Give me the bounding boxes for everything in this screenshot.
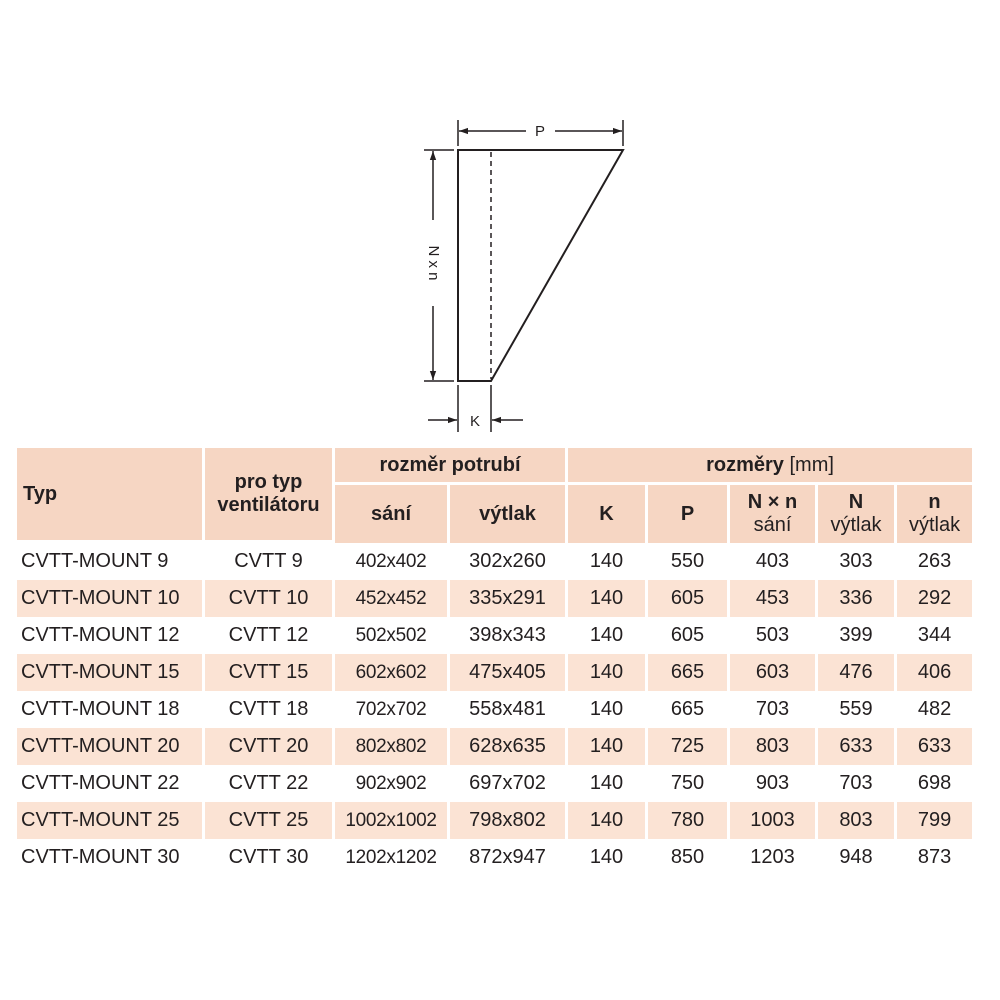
- header-rozmery-label: rozměry: [706, 453, 784, 476]
- spec-table-body: [17, 543, 972, 876]
- cell-pro-typ: CVTT 20: [205, 728, 332, 765]
- cell-sani: 1202x1202: [345, 846, 437, 868]
- header-nxn-label: N × n: [747, 491, 798, 513]
- cell-typ: CVTT-MOUNT 9: [21, 550, 169, 572]
- header-pro-typ-ventilatoru: [205, 448, 332, 543]
- bracket-outline: [458, 150, 623, 381]
- cell-vytlak: 798x802: [450, 802, 565, 839]
- cell-vytlak: 628x635: [450, 728, 565, 765]
- cell-nxn: 453: [730, 580, 815, 617]
- table-row: [17, 839, 972, 876]
- cell-sani: 1002x1002: [335, 802, 447, 839]
- header-n-upper: [818, 485, 894, 543]
- cell-n-lower: 344: [917, 624, 952, 646]
- cell-sani: 702x702: [355, 698, 427, 720]
- header-sani: sání: [335, 485, 447, 543]
- cell-n-lower: 698: [917, 772, 952, 794]
- cell-pro-typ: CVTT 18: [228, 698, 309, 720]
- cell-p: 780: [648, 802, 727, 839]
- table-row: [17, 580, 972, 617]
- cell-n-lower: 633: [897, 728, 972, 765]
- cell-n-lower: 406: [897, 654, 972, 691]
- header-ventilatoru: ventilátoru: [217, 494, 320, 516]
- cell-p: 665: [648, 654, 727, 691]
- table-row: [17, 691, 972, 728]
- cell-k: 140: [589, 772, 624, 794]
- header-p: P: [648, 485, 727, 543]
- cell-pro-typ: CVTT 12: [228, 624, 309, 646]
- cell-nxn: 703: [755, 698, 790, 720]
- cell-pro-typ: CVTT 25: [205, 802, 332, 839]
- header-pro-typ: pro typ: [234, 471, 303, 493]
- cell-nxn: 1003: [730, 802, 815, 839]
- cell-k: 140: [589, 698, 624, 720]
- header-n-upper-sub: výtlak: [830, 514, 882, 536]
- cell-k: 140: [568, 802, 645, 839]
- cell-p: 665: [670, 698, 705, 720]
- cell-p: 605: [648, 580, 727, 617]
- cell-k: 140: [589, 550, 624, 572]
- header-n-lower-sub: výtlak: [908, 514, 961, 536]
- table-row: [17, 728, 972, 765]
- cell-pro-typ: CVTT 10: [205, 580, 332, 617]
- header-nxn: [730, 485, 815, 543]
- k-dimension-label: K: [469, 413, 481, 430]
- header-nxn-sub: sání: [753, 514, 792, 536]
- header-vytlak: výtlak: [450, 485, 565, 543]
- cell-n-upper: 948: [839, 846, 873, 868]
- cell-pro-typ: CVTT 15: [205, 654, 332, 691]
- cell-k: 140: [589, 846, 624, 868]
- cell-nxn: 1203: [750, 846, 795, 868]
- cell-k: 140: [568, 580, 645, 617]
- cell-vytlak: 872x947: [469, 846, 546, 868]
- cell-p: 750: [670, 772, 705, 794]
- cell-vytlak: 697x702: [469, 772, 546, 794]
- dimension-drawing: [0, 0, 1000, 440]
- table-row: [17, 654, 972, 691]
- cell-n-lower: 873: [917, 846, 952, 868]
- cell-n-lower: 292: [897, 580, 972, 617]
- cell-n-upper: 559: [839, 698, 873, 720]
- cell-p: 605: [670, 624, 705, 646]
- cell-n-upper: 803: [818, 802, 894, 839]
- cell-sani: 902x902: [355, 772, 427, 794]
- cell-sani: 602x602: [335, 654, 447, 691]
- cell-typ: CVTT-MOUNT 25: [17, 802, 202, 839]
- header-n-lower: [897, 485, 972, 543]
- cell-k: 140: [568, 654, 645, 691]
- cell-sani: 802x802: [335, 728, 447, 765]
- cell-sani: 402x402: [355, 550, 427, 572]
- cell-k: 140: [589, 624, 624, 646]
- header-k: K: [568, 485, 645, 543]
- cell-vytlak: 302x260: [469, 550, 546, 572]
- cell-nxn: 403: [755, 550, 790, 572]
- table-row: [17, 617, 972, 654]
- cell-nxn: 903: [755, 772, 790, 794]
- table-row: [17, 802, 972, 839]
- cell-n-upper: 399: [839, 624, 873, 646]
- nxn-dimension-label: N x n: [425, 245, 443, 281]
- cell-pro-typ: CVTT 9: [234, 550, 303, 572]
- cell-n-lower: 263: [917, 550, 952, 572]
- cell-k: 140: [568, 728, 645, 765]
- cell-p: 550: [670, 550, 705, 572]
- cell-sani: 502x502: [355, 624, 427, 646]
- header-typ: Typ: [17, 448, 202, 543]
- cell-p: 725: [648, 728, 727, 765]
- table-row: [17, 765, 972, 802]
- cell-n-upper: 303: [839, 550, 873, 572]
- cell-typ: CVTT-MOUNT 12: [21, 624, 180, 646]
- cell-vytlak: 398x343: [469, 624, 546, 646]
- header-rozmery: [568, 448, 972, 485]
- cell-n-upper: 703: [839, 772, 873, 794]
- cell-nxn: 503: [755, 624, 790, 646]
- spec-table: [14, 448, 975, 876]
- cell-p: 850: [670, 846, 705, 868]
- header-n-upper-label: N: [848, 491, 864, 513]
- cell-n-upper: 336: [818, 580, 894, 617]
- cell-pro-typ: CVTT 22: [228, 772, 309, 794]
- cell-sani: 452x452: [335, 580, 447, 617]
- table-row: [17, 543, 972, 580]
- cell-typ: CVTT-MOUNT 20: [17, 728, 202, 765]
- cell-nxn: 803: [730, 728, 815, 765]
- cell-n-upper: 633: [818, 728, 894, 765]
- header-rozmery-unit: [mm]: [789, 453, 834, 476]
- cell-typ: CVTT-MOUNT 22: [21, 772, 180, 794]
- cell-nxn: 603: [730, 654, 815, 691]
- p-dimension-label: P: [534, 123, 546, 140]
- cell-typ: CVTT-MOUNT 18: [21, 698, 180, 720]
- cell-pro-typ: CVTT 30: [228, 846, 309, 868]
- cell-n-upper: 476: [818, 654, 894, 691]
- cell-vytlak: 335x291: [450, 580, 565, 617]
- cell-n-lower: 482: [917, 698, 952, 720]
- cell-n-lower: 799: [897, 802, 972, 839]
- cell-vytlak: 558x481: [469, 698, 546, 720]
- cell-typ: CVTT-MOUNT 15: [17, 654, 202, 691]
- header-n-lower-label: n: [928, 491, 941, 513]
- header-rozmer-potrubi: rozměr potrubí: [335, 448, 565, 485]
- cell-typ: CVTT-MOUNT 10: [17, 580, 202, 617]
- cell-vytlak: 475x405: [450, 654, 565, 691]
- cell-typ: CVTT-MOUNT 30: [21, 846, 180, 868]
